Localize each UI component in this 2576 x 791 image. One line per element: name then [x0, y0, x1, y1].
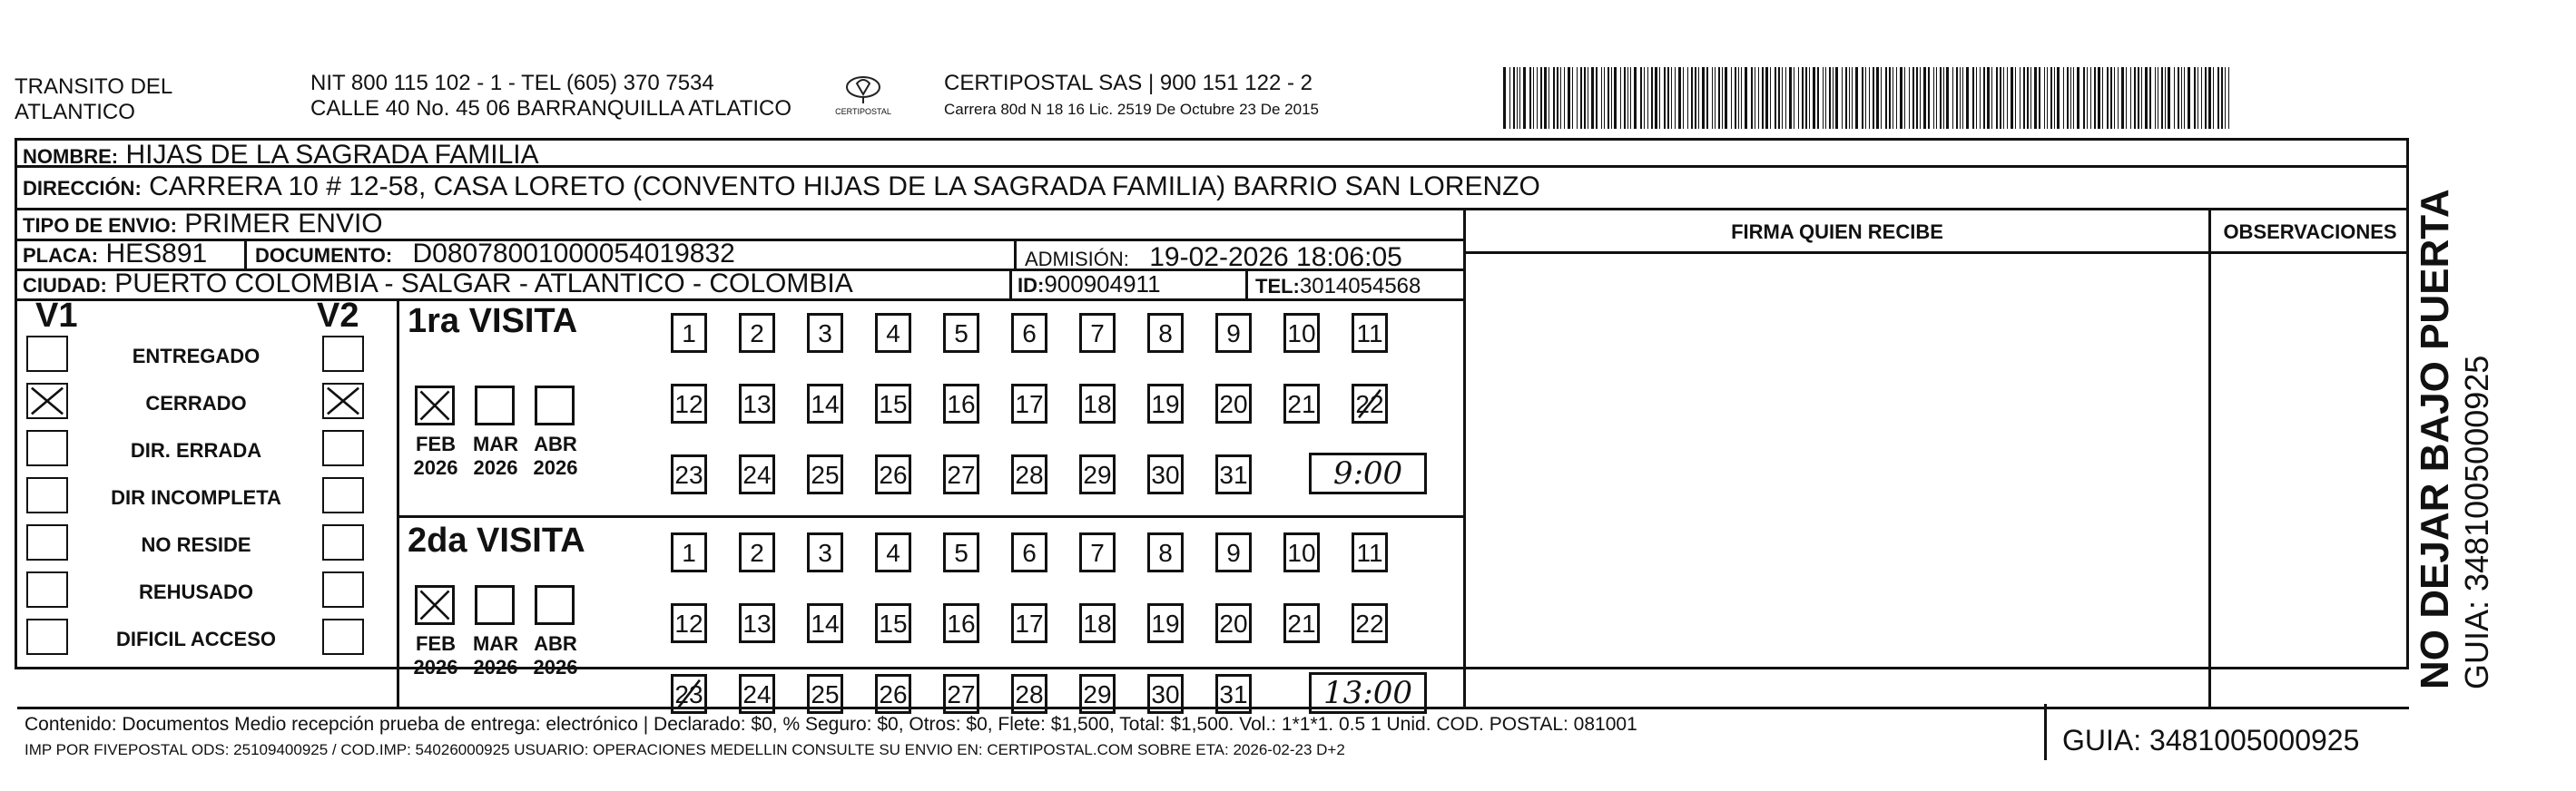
month-name: MAR [472, 632, 519, 655]
day-number: 20 [1219, 610, 1248, 638]
v2-header: V2 [317, 297, 359, 335]
status-option-label: NO RESIDE [141, 533, 251, 556]
month-label [406, 632, 466, 679]
day-number: 26 [879, 461, 908, 489]
id-label: ID: [1018, 274, 1045, 297]
visit1-title: 1ra VISITA [408, 302, 578, 340]
day-box[interactable] [1283, 532, 1320, 572]
day-number: 24 [742, 680, 772, 708]
day-box[interactable] [943, 454, 979, 494]
issuer-line1: TRANSITO DEL [15, 74, 173, 99]
day-number: 27 [947, 680, 976, 708]
v2-checkbox[interactable] [322, 383, 364, 419]
month-year: 2026 [413, 456, 458, 479]
day-box[interactable] [1011, 603, 1047, 643]
day-box[interactable] [1215, 313, 1252, 353]
month-label [466, 632, 526, 679]
status-option-label: CERRADO [145, 392, 247, 415]
day-number: 14 [811, 610, 840, 638]
day-box[interactable] [807, 674, 843, 714]
v1-checkbox[interactable] [26, 430, 68, 466]
day-box[interactable] [807, 384, 843, 424]
month-checkbox[interactable] [535, 386, 575, 425]
issuer-contact [310, 71, 791, 122]
day-box[interactable] [1079, 384, 1116, 424]
day-box[interactable] [1283, 384, 1320, 424]
day-box[interactable] [1352, 532, 1388, 572]
day-number: 2 [750, 539, 764, 567]
day-box[interactable] [671, 532, 707, 572]
day-number: 20 [1219, 390, 1248, 418]
day-box[interactable] [807, 454, 843, 494]
day-number: 5 [954, 539, 968, 567]
footer-guia: GUIA: 3481005000925 [2062, 724, 2360, 757]
day-box[interactable] [875, 674, 911, 714]
day-number: 15 [879, 390, 908, 418]
day-box[interactable] [739, 454, 775, 494]
day-box[interactable] [943, 313, 979, 353]
month-year: 2026 [473, 656, 518, 679]
day-number: 25 [811, 680, 840, 708]
day-number: 3 [818, 319, 832, 347]
status-option-label: DIR. ERRADA [130, 439, 262, 462]
day-box[interactable] [1079, 313, 1116, 353]
day-strike-icon [673, 677, 704, 711]
v1-checkbox[interactable] [26, 336, 68, 372]
day-box[interactable] [1011, 532, 1047, 572]
day-box[interactable] [1147, 532, 1184, 572]
day-number: 4 [886, 319, 900, 347]
day-box[interactable] [875, 603, 911, 643]
day-number: 19 [1151, 610, 1180, 638]
nombre-row [23, 139, 539, 173]
day-number: 22 [1355, 390, 1384, 418]
day-number: 17 [1015, 390, 1044, 418]
v1-checkbox[interactable] [26, 383, 68, 419]
day-box[interactable] [943, 532, 979, 572]
day-number: 16 [947, 610, 976, 638]
day-box[interactable] [807, 313, 843, 353]
month-label [526, 632, 585, 679]
v2-checkbox[interactable] [322, 477, 364, 513]
day-number: 7 [1090, 319, 1105, 347]
day-box[interactable] [1215, 674, 1252, 714]
day-number: 27 [947, 461, 976, 489]
issuer-line2: ATLANTICO [15, 100, 135, 124]
day-box[interactable] [1079, 454, 1116, 494]
status-option-label: DIFICIL ACCESO [115, 628, 276, 650]
v1-header: V1 [35, 297, 78, 335]
logo-text: CERTIPOSTAL [835, 107, 891, 116]
status-option-label: REHUSADO [139, 581, 253, 603]
v2-checkbox[interactable] [322, 619, 364, 655]
month-name: FEB [416, 632, 456, 655]
company-line: CERTIPOSTAL SAS | 900 151 122 - 2 [944, 71, 1313, 95]
month-label [466, 433, 526, 480]
day-number: 30 [1151, 680, 1180, 708]
month-checkbox[interactable] [475, 386, 515, 425]
id-value: 900904911 [1044, 270, 1161, 298]
day-number: 10 [1287, 539, 1316, 567]
day-number: 18 [1083, 390, 1112, 418]
status-option-label: DIR INCOMPLETA [111, 486, 281, 509]
month-year: 2026 [533, 456, 578, 479]
day-number: 19 [1151, 390, 1180, 418]
barcode-image [1499, 67, 2235, 129]
day-number: 25 [811, 461, 840, 489]
day-box[interactable] [1352, 384, 1388, 424]
day-number: 18 [1083, 610, 1112, 638]
side-text [2413, 189, 2496, 689]
v1-checkbox[interactable] [26, 477, 68, 513]
day-box[interactable] [1283, 313, 1320, 353]
day-box[interactable] [1011, 674, 1047, 714]
day-number: 17 [1015, 610, 1044, 638]
admision-label: ADMISIÓN: [1025, 248, 1129, 270]
day-number: 3 [818, 539, 832, 567]
day-number: 4 [886, 539, 900, 567]
day-box[interactable] [1147, 384, 1184, 424]
address-line: CALLE 40 No. 45 06 BARRANQUILLA ATLATICO [310, 96, 792, 121]
v2-checkbox[interactable] [322, 524, 364, 561]
day-box[interactable] [1011, 384, 1047, 424]
day-box[interactable] [807, 532, 843, 572]
handwritten-time: 9:00 [1309, 453, 1427, 494]
day-box[interactable] [943, 603, 979, 643]
day-box[interactable] [1147, 454, 1184, 494]
day-box[interactable] [671, 313, 707, 353]
month-name: MAR [472, 433, 519, 455]
side-warning: NO DEJAR BAJO PUERTA [2413, 189, 2457, 689]
ciudad-label: CIUDAD: [23, 274, 107, 297]
day-number: 26 [879, 680, 908, 708]
month-year: 2026 [533, 656, 578, 679]
day-number: 6 [1022, 539, 1037, 567]
day-number: 28 [1015, 461, 1044, 489]
nit-line: NIT 800 115 102 - 1 - TEL (605) 370 7534 [310, 71, 714, 95]
day-number: 29 [1083, 461, 1112, 489]
day-box[interactable] [671, 603, 707, 643]
check-mark-icon [418, 588, 452, 622]
day-number: 9 [1226, 539, 1241, 567]
day-box[interactable] [1079, 532, 1116, 572]
day-number: 5 [954, 319, 968, 347]
day-box[interactable] [875, 313, 911, 353]
day-number: 23 [674, 461, 703, 489]
observations-area[interactable] [2211, 254, 2409, 707]
admision-value: 19-02-2026 18:06:05 [1149, 242, 1402, 272]
day-number: 13 [742, 390, 772, 418]
footer-contenido: Contenido: Documentos Medio recepción prueba de entrega: electrónico | Declarado: $0, % Seguro: $0, Otros: $0, Flete: $1,500, Total: $1,500. Vol.: 1*1*1. 0.5 1 Unid. COD. POSTAL: 081001 [25, 714, 1637, 735]
v1-checkbox[interactable] [26, 619, 68, 655]
direccion-value: CARRERA 10 # 12-58, CASA LORETO (CONVENTO HIJAS DE LA SAGRADA FAMILIA) BARRIO SAN LORENZO [149, 171, 1540, 201]
day-box[interactable] [1283, 603, 1320, 643]
signature-area[interactable] [1466, 254, 2208, 707]
day-number: 30 [1151, 461, 1180, 489]
day-number: 21 [1287, 390, 1316, 418]
day-box[interactable] [943, 384, 979, 424]
month-checkbox[interactable] [535, 585, 575, 625]
day-box[interactable] [875, 532, 911, 572]
day-box[interactable] [739, 603, 775, 643]
day-number: 22 [1355, 610, 1384, 638]
month-checkbox[interactable] [415, 386, 455, 425]
day-number: 14 [811, 390, 840, 418]
month-year: 2026 [473, 456, 518, 479]
v1-checkbox[interactable] [26, 524, 68, 561]
v1-checkbox[interactable] [26, 571, 68, 608]
ciudad-value: PUERTO COLOMBIA - SALGAR - ATLANTICO - COLOMBIA [114, 269, 853, 298]
day-box[interactable] [739, 532, 775, 572]
month-name: ABR [534, 433, 577, 455]
day-strike-icon [1354, 386, 1385, 421]
day-number: 12 [674, 610, 703, 638]
day-number: 29 [1083, 680, 1112, 708]
day-box[interactable] [1215, 454, 1252, 494]
tel-label: TEL: [1255, 275, 1300, 298]
day-box[interactable] [671, 674, 707, 714]
direccion-row [23, 171, 1540, 205]
day-box[interactable] [1147, 674, 1184, 714]
day-box[interactable] [671, 454, 707, 494]
barcode [1499, 67, 2235, 129]
day-number: 16 [947, 390, 976, 418]
v2-checkbox[interactable] [322, 336, 364, 372]
month-name: FEB [416, 433, 456, 455]
month-label [406, 433, 466, 480]
day-box[interactable] [1011, 313, 1047, 353]
day-box[interactable] [1079, 674, 1116, 714]
day-number: 11 [1356, 319, 1383, 347]
day-number: 24 [742, 461, 772, 489]
day-number: 11 [1356, 539, 1383, 567]
firma-header: FIRMA QUIEN RECIBE [1731, 220, 1943, 243]
status-option-label: ENTREGADO [132, 345, 261, 367]
id-row [1018, 268, 1161, 302]
check-mark-icon [324, 385, 362, 417]
day-box[interactable] [1215, 603, 1252, 643]
tel-value: 3014054568 [1299, 274, 1421, 298]
day-number: 1 [682, 319, 696, 347]
month-label [526, 433, 585, 480]
day-box[interactable] [739, 674, 775, 714]
day-number: 31 [1219, 680, 1248, 708]
day-box[interactable] [1215, 532, 1252, 572]
documento-label: DOCUMENTO: [255, 244, 393, 267]
check-mark-icon [28, 385, 66, 417]
day-box[interactable] [739, 313, 775, 353]
day-number: 23 [674, 680, 703, 708]
month-checkbox[interactable] [415, 585, 455, 625]
day-number: 7 [1090, 539, 1105, 567]
day-number: 21 [1287, 610, 1316, 638]
direccion-label: DIRECCIÓN: [23, 177, 142, 200]
company-block [944, 71, 1319, 120]
day-box[interactable] [875, 384, 911, 424]
day-box[interactable] [671, 384, 707, 424]
month-name: ABR [534, 632, 577, 655]
side-guia: GUIA: 3481005000925 [2458, 355, 2495, 689]
handwritten-time: 13:00 [1309, 672, 1427, 714]
day-box[interactable] [739, 384, 775, 424]
day-number: 12 [674, 390, 703, 418]
day-number: 28 [1015, 680, 1044, 708]
footer-imp: IMP POR FIVEPOSTAL ODS: 25109400925 / COD.IMP: 54026000925 USUARIO: OPERACIONES MEDELLIN CONSULTE SU ENVIO EN: CERTIPOSTAL.COM SOBRE ETA: 2026-02-23 D+2 [25, 741, 1345, 758]
tipo-label: TIPO DE ENVIO: [23, 214, 177, 237]
check-mark-icon [418, 388, 452, 423]
day-box[interactable] [807, 603, 843, 643]
month-year: 2026 [413, 656, 458, 679]
placa-value: HES891 [105, 239, 208, 269]
tipo-value: PRIMER ENVIO [184, 209, 383, 239]
day-number: 15 [879, 610, 908, 638]
documento-value: D08078001000054019832 [412, 239, 735, 269]
day-box[interactable] [875, 454, 911, 494]
day-box[interactable] [1079, 603, 1116, 643]
day-box[interactable] [1147, 313, 1184, 353]
day-number: 31 [1219, 461, 1248, 489]
tel-row [1255, 270, 1421, 303]
day-number: 2 [750, 319, 764, 347]
placa-label: PLACA: [23, 244, 99, 267]
day-number: 8 [1158, 319, 1173, 347]
ciudad-row [23, 268, 853, 302]
day-box[interactable] [1352, 313, 1388, 353]
day-number: 6 [1022, 319, 1037, 347]
v2-checkbox[interactable] [322, 571, 364, 608]
day-box[interactable] [1352, 603, 1388, 643]
month-checkbox[interactable] [475, 585, 515, 625]
day-box[interactable] [1215, 384, 1252, 424]
day-box[interactable] [1147, 603, 1184, 643]
v2-checkbox[interactable] [322, 430, 364, 466]
day-box[interactable] [943, 674, 979, 714]
license-line: Carrera 80d N 18 16 Lic. 2519 De Octubre 23 De 2015 [944, 101, 1319, 118]
day-number: 13 [742, 610, 772, 638]
day-box[interactable] [1011, 454, 1047, 494]
day-number: 1 [682, 539, 696, 567]
certipostal-logo [822, 71, 904, 122]
day-number: 9 [1226, 319, 1241, 347]
nombre-label: NOMBRE: [23, 145, 119, 168]
nombre-value: HIJAS DE LA SAGRADA FAMILIA [125, 140, 539, 170]
visit2-title: 2da VISITA [408, 522, 585, 560]
day-number: 10 [1287, 319, 1316, 347]
day-number: 8 [1158, 539, 1173, 567]
observaciones-header: OBSERVACIONES [2223, 220, 2397, 243]
issuer-block [15, 74, 172, 125]
